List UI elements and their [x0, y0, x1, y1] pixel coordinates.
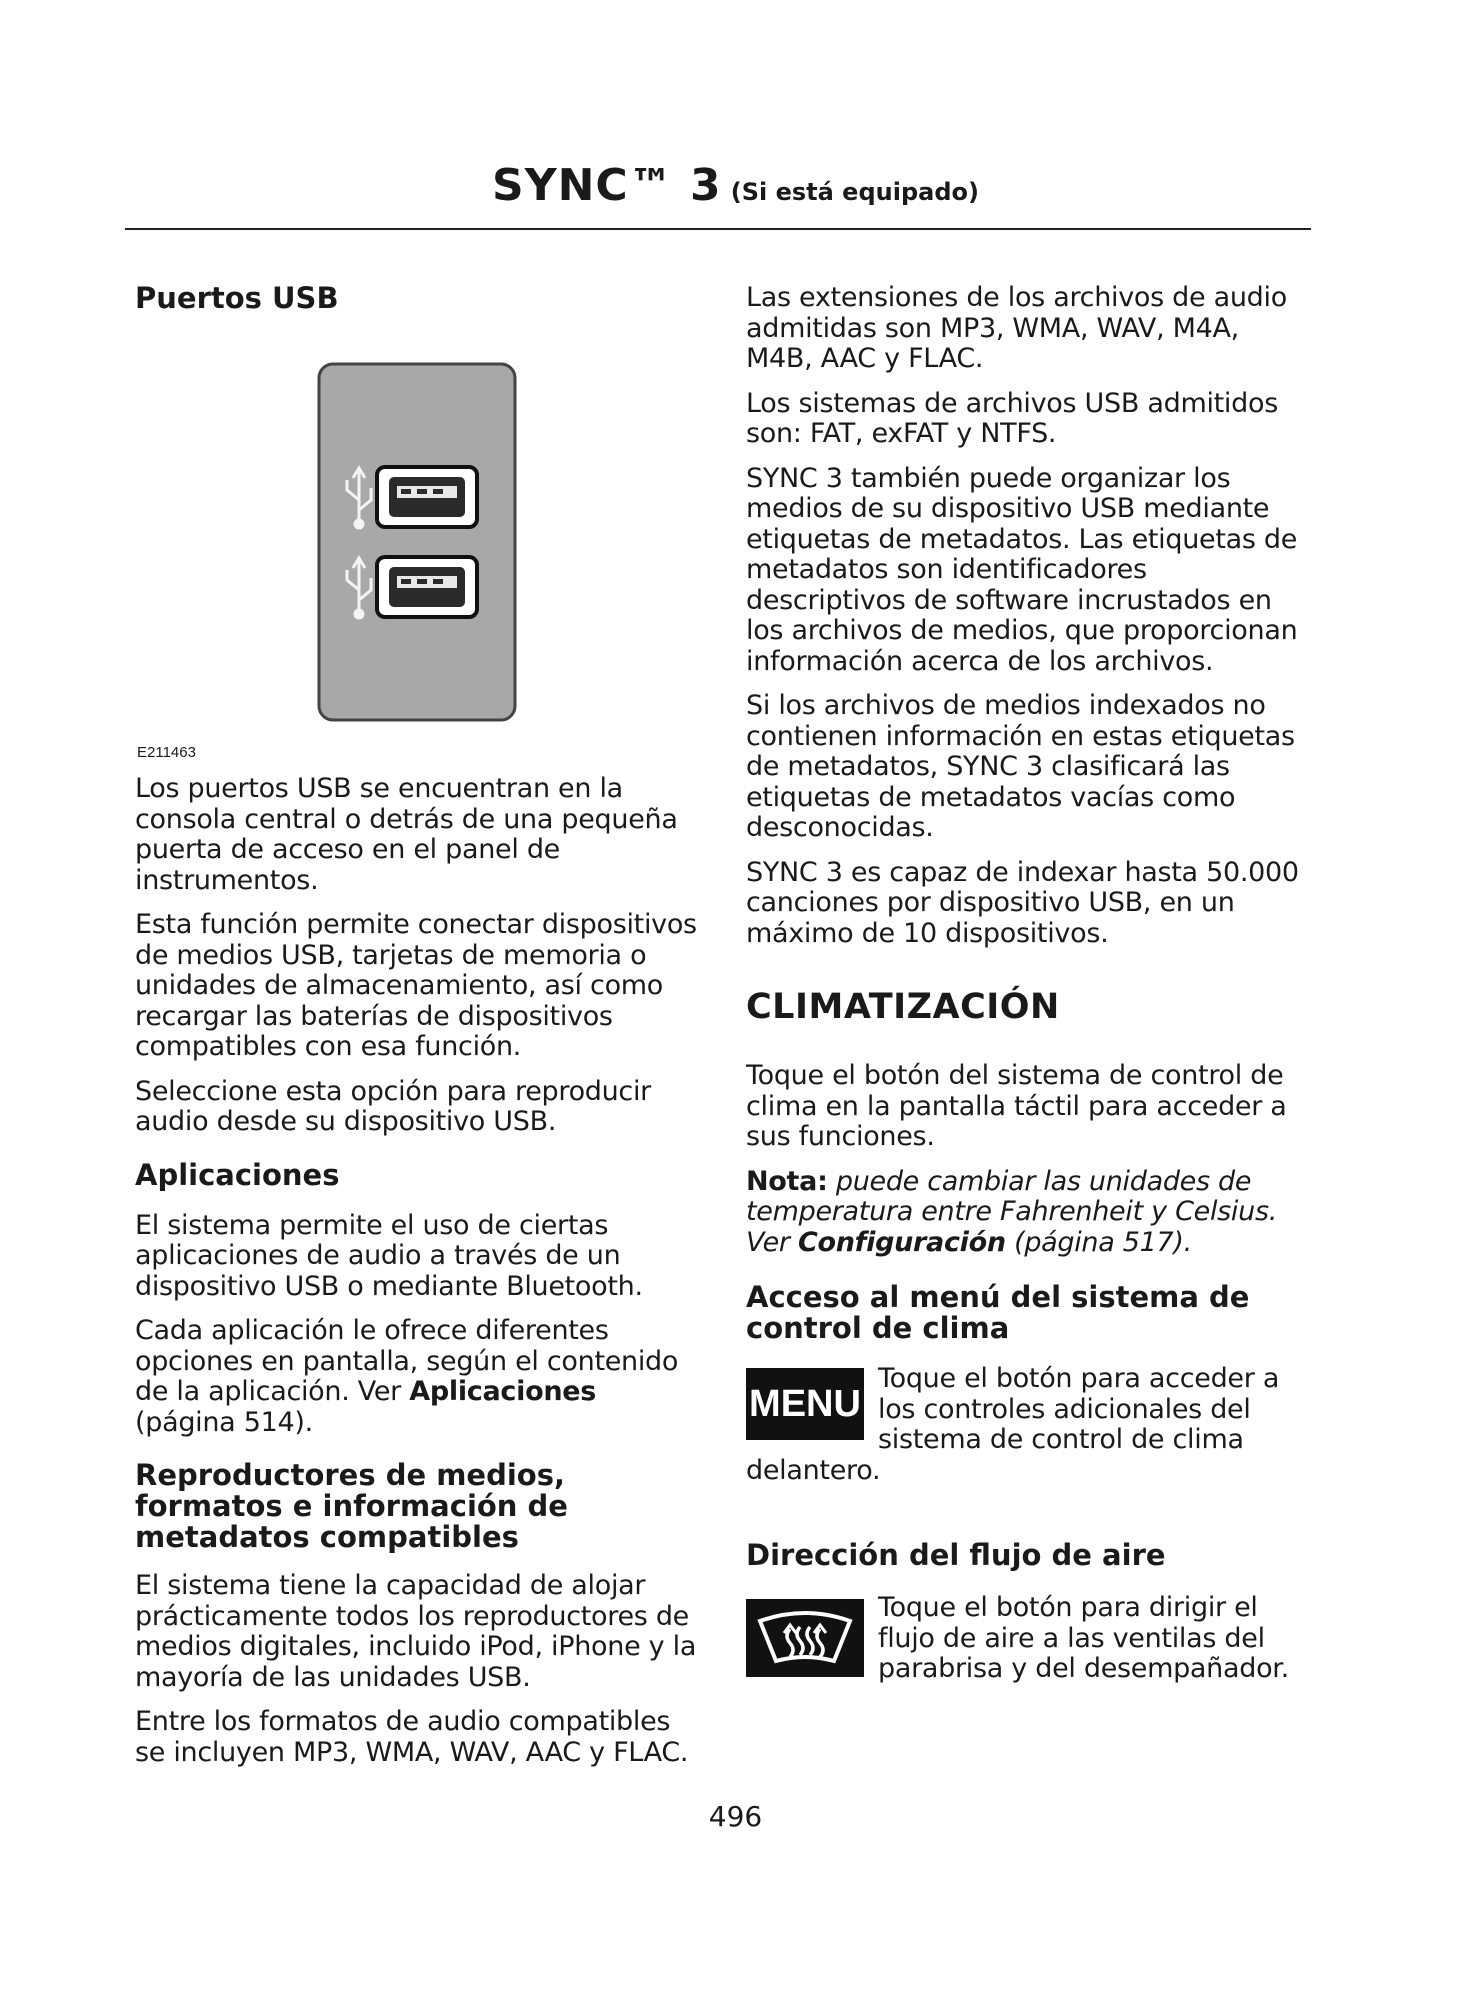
menu-instruction-text: Toque el botón para acceder a los controles adicionales del sistema de control de clima delantero. — [746, 1363, 1280, 1486]
airflow-instruction-text: Toque el botón para dirigir el flujo de aire a las ventilas del parabrisa y del desempañador. — [878, 1592, 1289, 1684]
climate-menu-heading: Acceso al menú del sistema de control de clima — [746, 1280, 1250, 1345]
page-number: 496 — [708, 1800, 763, 1833]
header-divider — [125, 228, 1311, 230]
airflow-instruction — [746, 1593, 1311, 1699]
media-paragraph-1: El sistema tiene la capacidad de alojar prácticamente todos los reproductores de medios digitales, incluido iPod, iPhone y la mayoría de las unidades USB. — [135, 1570, 697, 1693]
usb-ports-figure — [135, 334, 700, 774]
configuration-link[interactable]: Configuración — [797, 1226, 1006, 1258]
right-paragraph-2: Los sistemas de archivos USB admitidos son: FAT, exFAT y NTFS. — [746, 387, 1278, 449]
right-paragraph-1: Las extensiones de los archivos de audio admitidas son MP3, WMA, WAV, M4A, M4B, AAC y FLAC. — [746, 282, 1287, 374]
usb-paragraph-3: Seleccione esta opción para reproducir audio desde su dispositivo USB. — [135, 1075, 651, 1137]
media-players-heading: Reproductores de medios, formatos e información de metadatos compatibles — [135, 1458, 568, 1554]
usb-port-top — [377, 467, 477, 527]
windshield-defrost-icon — [746, 1599, 864, 1681]
header-title: SYNC™ 3 — [492, 160, 722, 211]
climate-note: Nota: puede cambiar las unidades de temperatura entre Fahrenheit y Celsius. Ver Configuración (página 517). — [746, 1165, 1277, 1258]
page-header — [0, 160, 1471, 211]
applications-paragraph-1: El sistema permite el uso de ciertas aplicaciones de audio a través de un dispositivo USB o mediante Bluetooth. — [135, 1209, 643, 1302]
right-paragraph-5: SYNC 3 es capaz de indexar hasta 50.000 canciones por dispositivo USB, en un máximo de 10 dispositivos. — [746, 856, 1299, 949]
applications-paragraph-2: Cada aplicación le ofrece diferentes opciones en pantalla, según el contenido de la aplicación. Ver Aplicaciones (página 514). — [135, 1315, 679, 1438]
applications-link[interactable]: Aplicaciones — [409, 1376, 597, 1407]
media-paragraph-2: Entre los formatos de audio compatibles se incluyen MP3, WMA, WAV, AAC y FLAC. — [135, 1706, 689, 1768]
usb-port-bottom — [377, 557, 477, 617]
applications-heading: Aplicaciones — [135, 1157, 340, 1192]
usb-panel-illustration — [317, 362, 517, 722]
header-subtitle: (Si está equipado) — [730, 178, 979, 206]
menu-instruction — [746, 1364, 1311, 1500]
left-column — [135, 283, 700, 1782]
figure-code: E211463 — [137, 744, 196, 761]
right-column — [746, 283, 1311, 1699]
usb-ports-heading: Puertos USB — [135, 281, 339, 315]
usb-paragraph-2: Esta función permite conectar dispositivos de medios USB, tarjetas de memoria o unidades de almacenamiento, así como recargar las baterías de dispositivos compatibles con esa función. — [135, 909, 697, 1062]
defrost-icon — [746, 1599, 864, 1677]
menu-button-icon: MENU — [746, 1368, 864, 1440]
airflow-heading: Dirección del flujo de aire — [746, 1538, 1166, 1572]
right-paragraph-4: Si los archivos de medios indexados no contienen información en estas etiquetas de metadatos, SYNC 3 clasificará las etiquetas de metadatos vacías como desconocidas. — [746, 690, 1295, 843]
climate-paragraph-1: Toque el botón del sistema de control de clima en la pantalla táctil para acceder a sus funciones. — [746, 1060, 1287, 1152]
usb-paragraph-1: Los puertos USB se encuentran en la consola central o detrás de una pequeña puerta de acceso en el panel de instrumentos. — [135, 773, 678, 896]
climate-heading: CLIMATIZACIÓN — [746, 987, 1060, 1027]
note-label: Nota: — [746, 1165, 828, 1197]
right-paragraph-3: SYNC 3 también puede organizar los medios de su dispositivo USB mediante etiquetas de metadatos. Las etiquetas de metadatos son identificadores descriptivos de software incrustados en los archivos de medios, que proporcionan información acerca de los archivos. — [746, 462, 1298, 677]
